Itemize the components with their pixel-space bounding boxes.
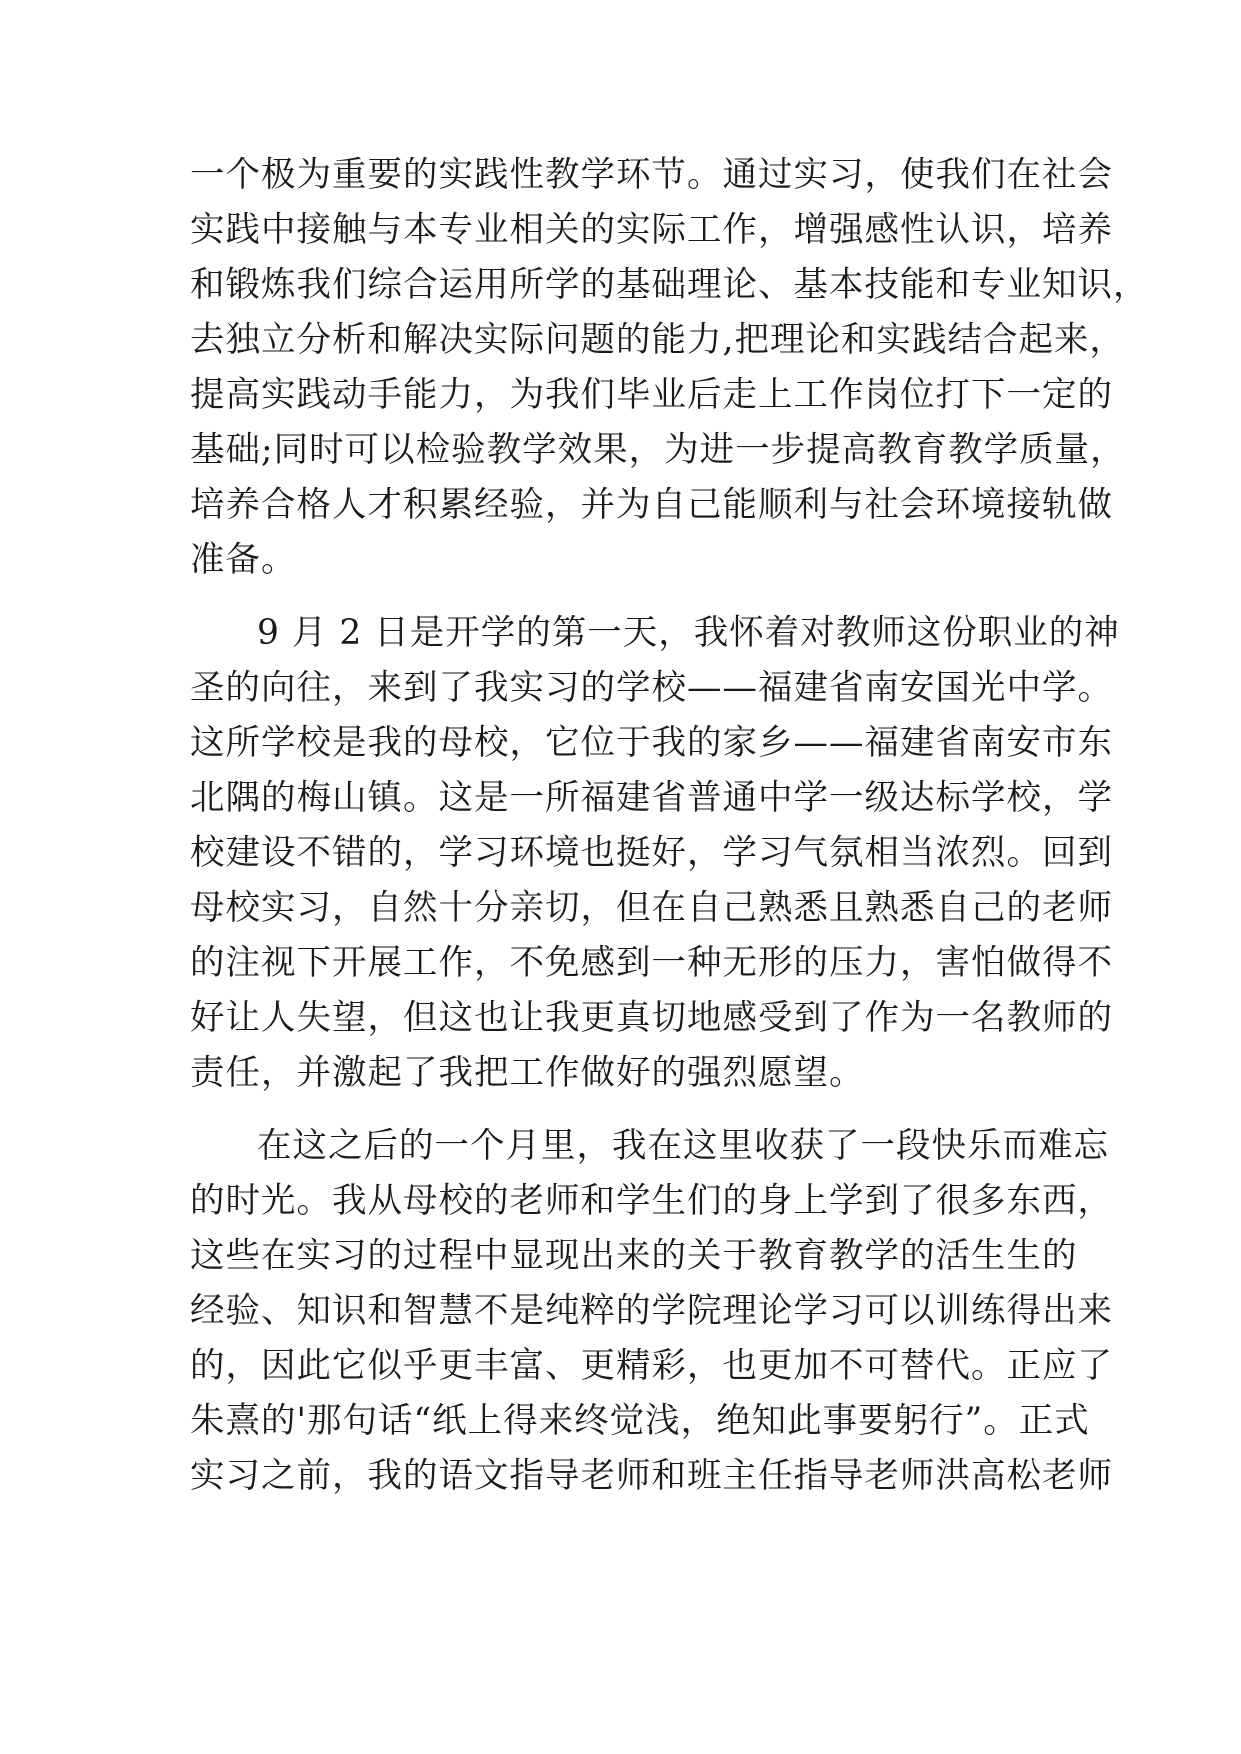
paragraph-3-line-4: 经验、知识和智慧不是纯粹的学院理论学习可以训练得出来	[190, 1291, 1113, 1331]
paragraph-2-line-6: 母校实习，自然十分亲切，但在自己熟悉且熟悉自己的老师	[190, 888, 1113, 928]
paragraph-3-line-1: 在这之后的一个月里，我在这里收获了一段快乐而难忘	[257, 1126, 1109, 1166]
paragraph-1-line-3: 和锻炼我们综合运用所学的基础理论、基本技能和专业知识，	[190, 265, 1149, 305]
paragraph-1-line-1: 一个极为重要的实践性教学环节。通过实习，使我们在社会	[190, 155, 1113, 195]
paragraph-2-line-7: 的注视下开展工作，不免感到一种无形的压力，害怕做得不	[190, 943, 1113, 983]
paragraph-2-line-5: 校建设不错的，学习环境也挺好，学习气氛相当浓烈。回到	[190, 833, 1113, 873]
paragraph-1-line-8: 准备。	[190, 540, 297, 580]
paragraph-3-line-6: 朱熹的'那句话“纸上得来终觉浅，绝知此事要躬行”。正式	[190, 1401, 1090, 1441]
paragraph-1-line-2: 实践中接触与本专业相关的实际工作，增强感性认识，培养	[190, 210, 1113, 250]
paragraph-3-line-7: 实习之前，我的语文指导老师和班主任指导老师洪高松老师	[190, 1456, 1113, 1496]
paragraph-3-line-3: 这些在实习的过程中显现出来的关于教育教学的活生生的	[190, 1236, 1078, 1276]
paragraph-2-line-1: 9 月 2 日是开学的第一天，我怀着对教师这份职业的神	[257, 613, 1120, 653]
paragraph-2-line-4: 北隅的梅山镇。这是一所福建省普通中学一级达标学校，学	[190, 778, 1113, 818]
paragraph-3-line-2: 的时光。我从母校的老师和学生们的身上学到了很多东西，	[190, 1181, 1113, 1221]
paragraph-2-line-2: 圣的向往，来到了我实习的学校——福建省南安国光中学。	[190, 668, 1113, 708]
paragraph-2-line-8: 好让人失望，但这也让我更真切地感受到了作为一名教师的	[190, 998, 1113, 1038]
paragraph-1-line-6: 基础;同时可以检验教学效果，为进一步提高教育教学质量，	[190, 430, 1126, 470]
paragraph-2-line-3: 这所学校是我的母校，它位于我的家乡——福建省南安市东	[190, 723, 1113, 763]
paragraph-2-line-9: 责任，并激起了我把工作做好的强烈愿望。	[190, 1053, 865, 1093]
paragraph-1-line-5: 提高实践动手能力，为我们毕业后走上工作岗位打下一定的	[190, 375, 1113, 415]
paragraph-1-line-7: 培养合格人才积累经验，并为自己能顺利与社会环境接轨做	[190, 485, 1113, 525]
paragraph-1-line-4: 去独立分析和解决实际问题的能力,把理论和实践结合起来，	[190, 320, 1125, 360]
paragraph-3-line-5: 的，因此它似乎更丰富、更精彩，也更加不可替代。正应了	[190, 1346, 1113, 1386]
